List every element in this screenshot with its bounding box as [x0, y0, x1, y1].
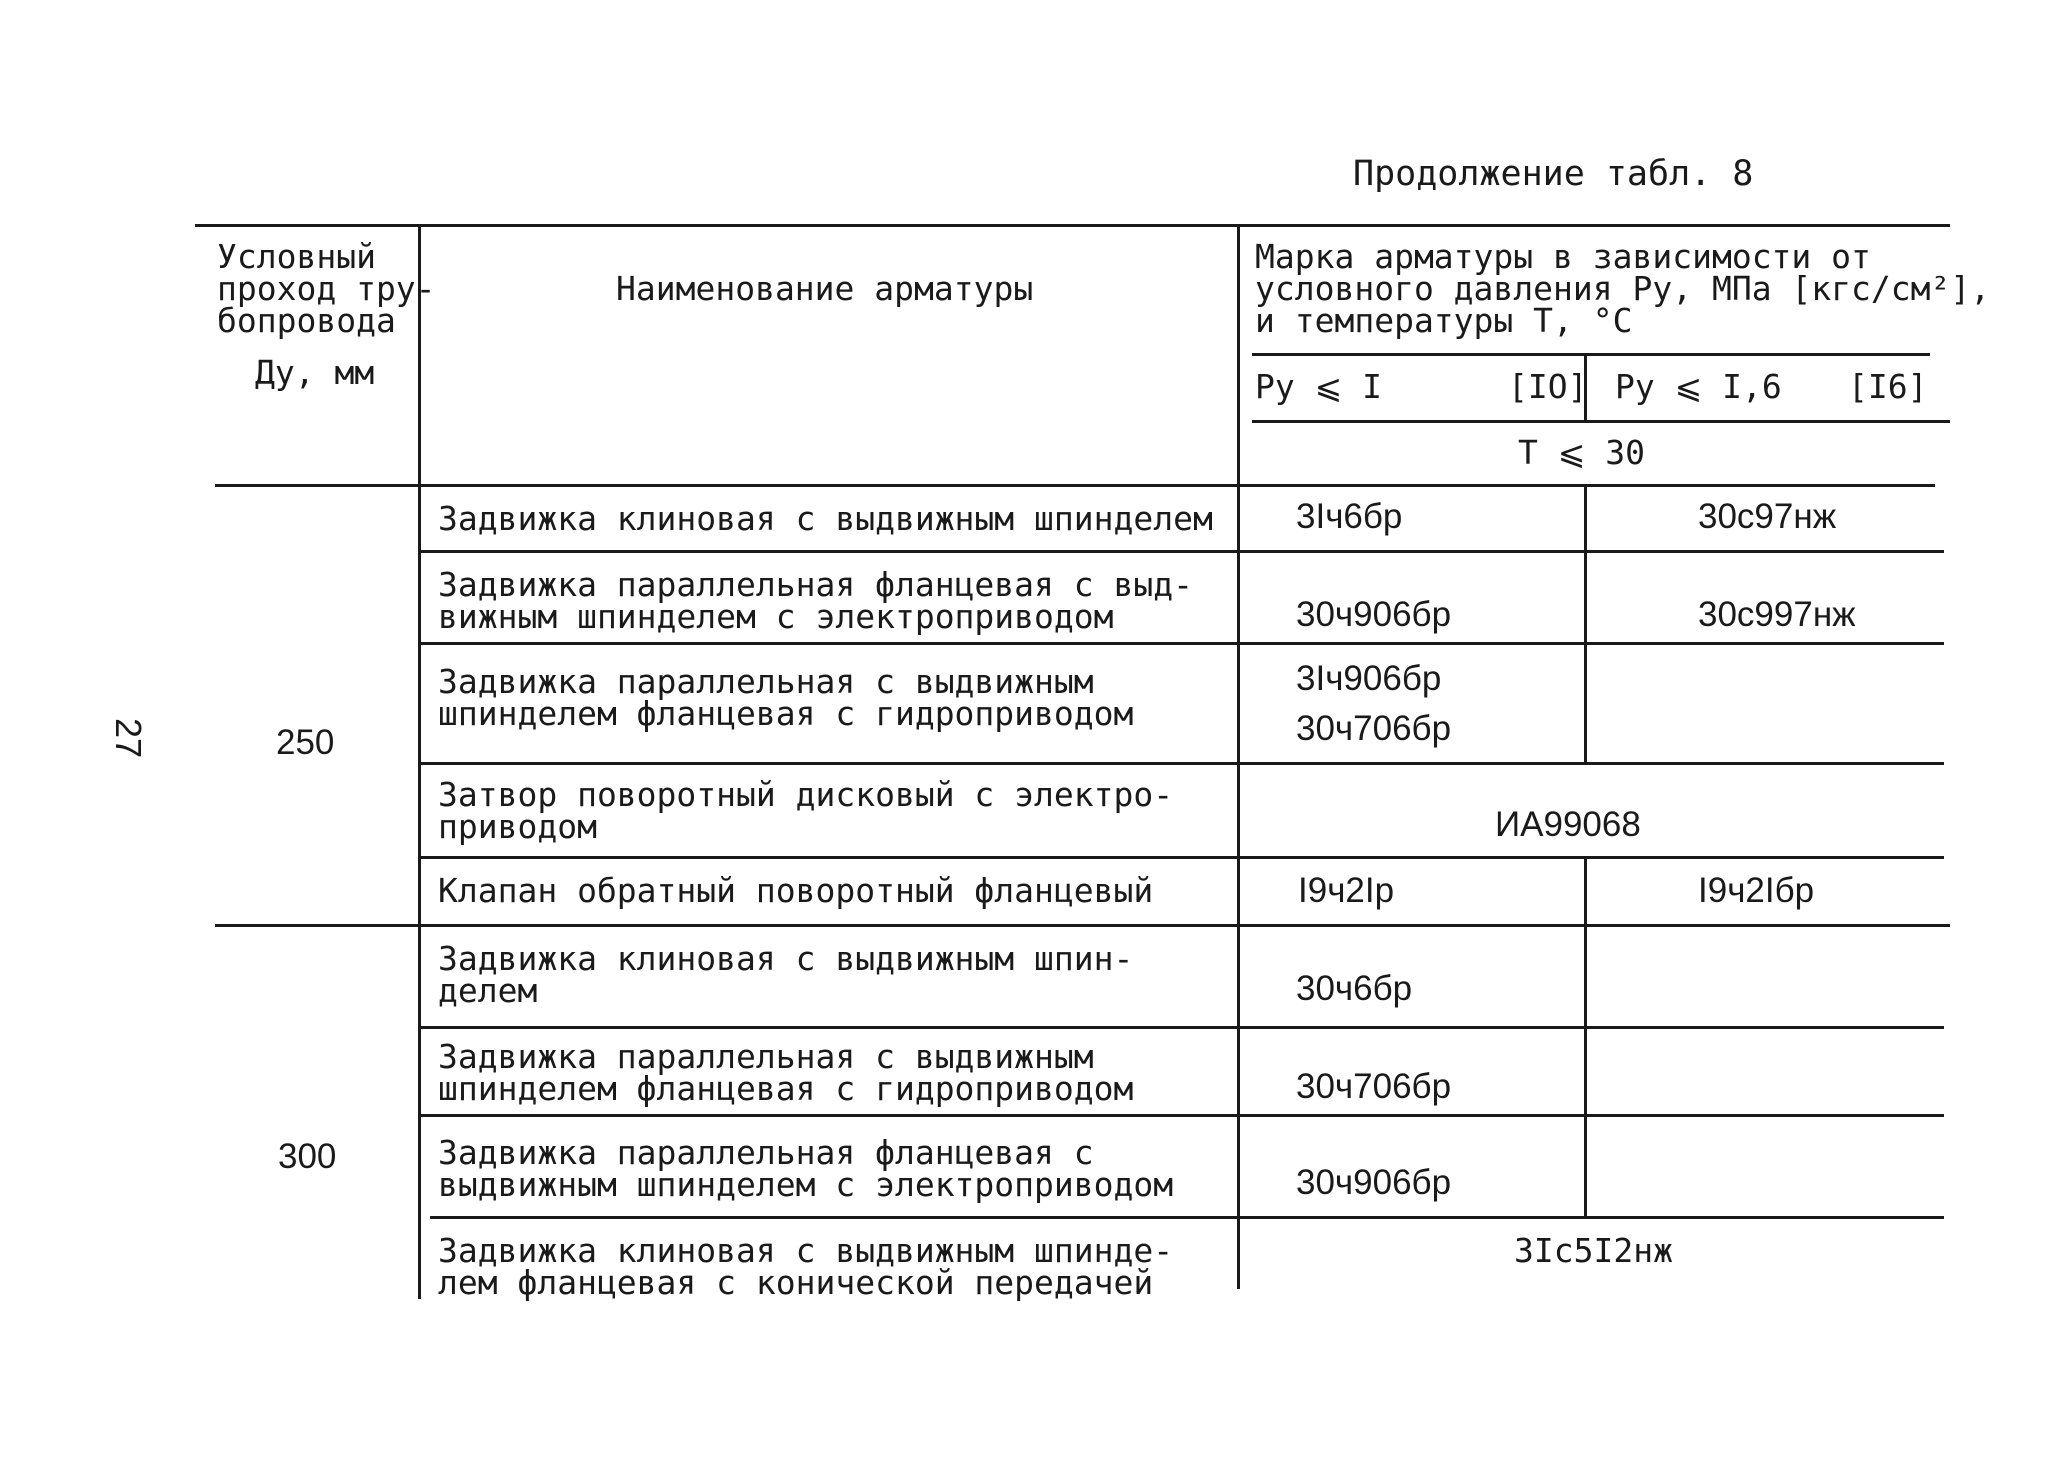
header-mark-line: условного давления Ру, МПа [кгс/см²],	[1255, 269, 1991, 308]
mark-pressure-a: 30ч706бр	[1296, 1067, 1452, 1106]
header-pressure-a: Ру ⩽ I	[1255, 367, 1382, 406]
row-name: Задвижка параллельная с выдвижным	[438, 662, 1094, 701]
row-name: шпинделем фланцевая с гидроприводом	[438, 1069, 1134, 1108]
row-name: Затвор поворотный дисковый с электро-	[438, 775, 1174, 814]
rule-sub-top	[1252, 353, 1930, 356]
row-name: шпинделем фланцевая с гидроприводом	[438, 694, 1134, 733]
rule-data-mid-2	[1584, 858, 1587, 1216]
rule-group	[215, 924, 1950, 927]
rule-row	[420, 1026, 1944, 1029]
rule-row	[420, 762, 1944, 765]
rule-row	[420, 550, 1944, 553]
row-name: Клапан обратный поворотный фланцевый	[438, 871, 1154, 910]
rule-col2	[1237, 226, 1240, 1289]
header-pressure-b-bracket: [I6]	[1848, 367, 1928, 406]
rule-header-bottom	[215, 484, 1935, 487]
rule-top	[195, 224, 1950, 227]
mark-pressure-a: 3Iч906бр	[1296, 659, 1442, 698]
header-name: Наименование арматуры	[616, 269, 1034, 308]
rule-row	[420, 1114, 1944, 1117]
row-name: выдвижным шпинделем с электроприводом	[438, 1165, 1174, 1204]
mark-pressure-a: 30ч906бр	[1296, 1163, 1452, 1202]
page-number: 27	[108, 717, 150, 759]
mark-pressure-a: 30ч706бр	[1296, 709, 1452, 748]
row-name: Задвижка клиновая с выдвижным шпинделем	[438, 499, 1213, 538]
mark-pressure-a: 30ч906бр	[1296, 595, 1452, 634]
mark-pressure-a: 3Iч6бр	[1296, 497, 1403, 536]
mark-pressure-b: I9ч2Iбр	[1698, 871, 1815, 910]
header-du-line: Условный	[217, 237, 376, 276]
mark-pressure-b: 30с997нж	[1698, 595, 1856, 634]
mark-pressure-b: 30с97нж	[1698, 497, 1837, 536]
header-du-line: бопровода	[217, 301, 396, 340]
mark-pressure-a: 30ч6бр	[1296, 969, 1413, 1008]
mark-merged: 3Iс5I2нж	[1514, 1231, 1673, 1270]
row-name: приводом	[438, 807, 597, 846]
header-mark-line: Марка арматуры в зависимости от	[1255, 237, 1871, 276]
table-caption: Продолжение табл. 8	[1353, 154, 1754, 194]
header-du-line: проход тру-	[217, 269, 436, 308]
rule-sub-bottom	[1252, 420, 1950, 423]
rule-row	[420, 642, 1944, 645]
rule-col1	[418, 226, 421, 1299]
rule-row	[420, 856, 1944, 859]
row-name: вижным шпинделем с электроприводом	[438, 597, 1114, 636]
mark-pressure-a: I9ч2Iр	[1298, 871, 1395, 910]
header-temperature: Т ⩽ 30	[1518, 433, 1645, 472]
du-value: 300	[278, 1137, 337, 1176]
header-pressure-a-bracket: [IO]	[1508, 367, 1588, 406]
header-du-unit: Ду, мм	[255, 353, 375, 392]
du-value: 250	[276, 723, 335, 762]
mark-merged: ИА99068	[1495, 805, 1641, 844]
row-name: Задвижка параллельная фланцевая с выд-	[438, 565, 1193, 604]
rule-row	[430, 1216, 1944, 1219]
header-mark-line: и температуры Т, °С	[1255, 301, 1633, 340]
row-name: Задвижка параллельная с выдвижным	[438, 1037, 1094, 1076]
header-pressure-b: Ру ⩽ I,6	[1615, 367, 1782, 406]
row-name: делем	[438, 971, 538, 1010]
row-name: Задвижка клиновая с выдвижным шпин-	[438, 939, 1134, 978]
row-name: Задвижка параллельная фланцевая с	[438, 1133, 1094, 1172]
row-name: Задвижка клиновая с выдвижным шпинде-	[438, 1231, 1174, 1270]
row-name: лем фланцевая с конической передачей	[438, 1263, 1154, 1302]
rule-data-mid-1	[1584, 486, 1587, 764]
